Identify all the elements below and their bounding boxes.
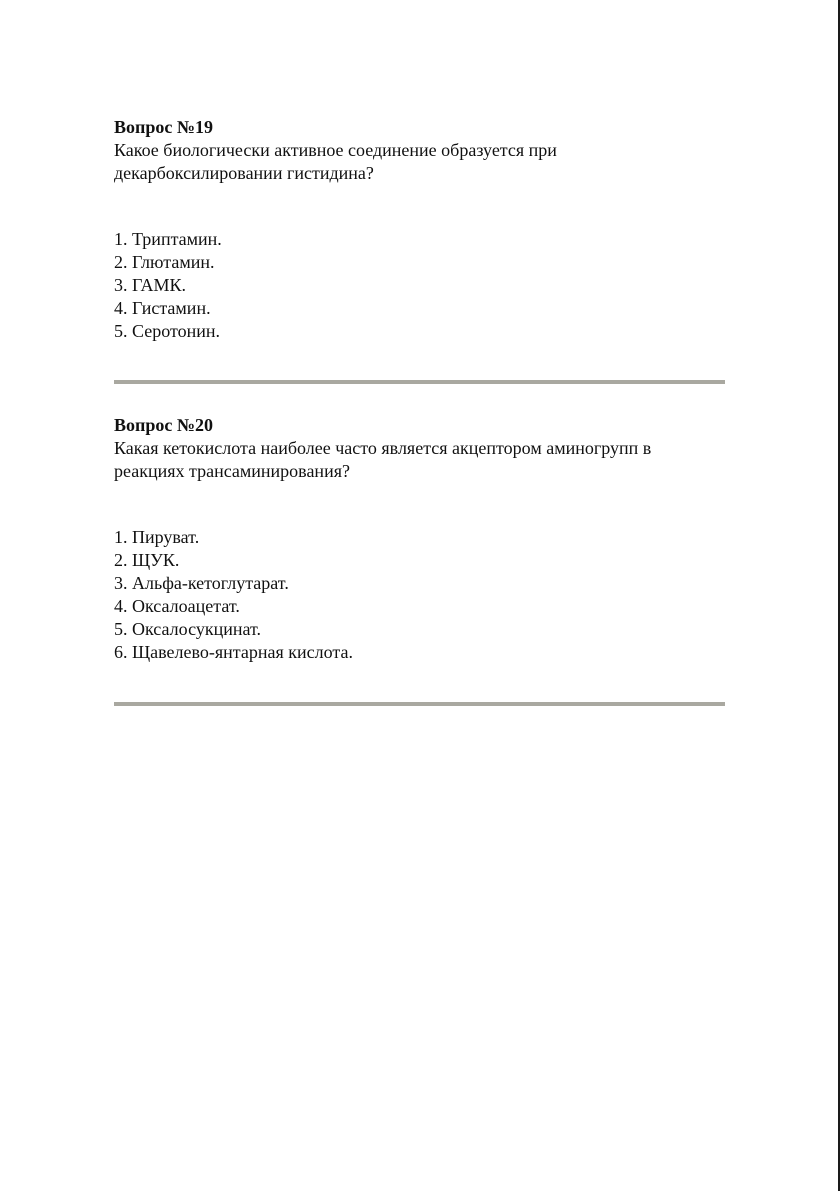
question-text-line: реакциях трансаминирования? — [114, 461, 350, 481]
section-divider — [114, 380, 725, 384]
answer-option: 2. ЩУК. — [114, 550, 180, 570]
answer-option: 3. ГАМК. — [114, 275, 186, 295]
question-title: Вопрос №20 — [114, 415, 213, 435]
question-text-line: Какое биологически активное соединение образуется при — [114, 140, 557, 160]
answer-option: 1. Триптамин. — [114, 229, 222, 249]
answer-options — [114, 526, 726, 664]
question-20 — [114, 414, 726, 664]
answer-option: 2. Глютамин. — [114, 252, 215, 272]
question-text-line: декарбоксилировании гистидина? — [114, 163, 374, 183]
answer-option: 1. Пируват. — [114, 527, 200, 547]
answer-option: 5. Оксалосукцинат. — [114, 619, 262, 639]
question-text-line: Какая кетокислота наиболее часто является акцептором аминогрупп в — [114, 438, 652, 458]
answer-options — [114, 228, 726, 343]
answer-option: 4. Оксалоацетат. — [114, 596, 240, 616]
question-19 — [114, 116, 726, 343]
question-title: Вопрос №19 — [114, 117, 213, 137]
answer-option: 4. Гистамин. — [114, 298, 211, 318]
answer-option: 5. Серотонин. — [114, 321, 221, 341]
section-divider — [114, 702, 725, 706]
answer-option: 3. Альфа-кетоглутарат. — [114, 573, 289, 593]
answer-option: 6. Щавелево-янтарная кислота. — [114, 642, 353, 662]
